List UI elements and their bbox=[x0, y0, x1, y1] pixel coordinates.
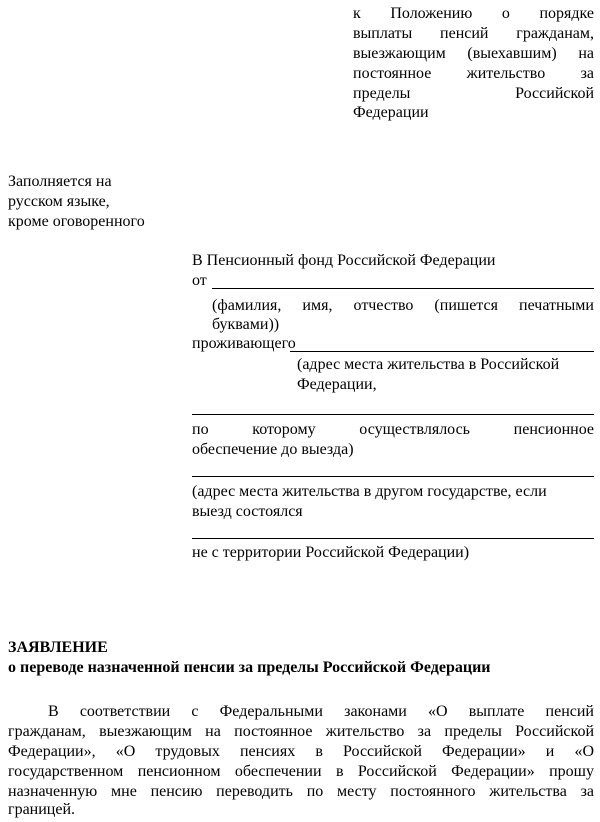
statement-body-line: гражданам, выезжающим на постоянное жительство за пределы Российской bbox=[8, 723, 594, 740]
residing-field-line[interactable] bbox=[290, 351, 594, 352]
header-line: к Положению о порядке bbox=[353, 5, 594, 22]
from-label: от bbox=[192, 272, 207, 289]
note-line: русском языке, bbox=[8, 193, 110, 210]
addressee-to: В Пенсионный фонд Российской Федерации bbox=[192, 252, 496, 269]
abroad-hint: (адрес места жительства в другом государстве, если bbox=[192, 483, 547, 500]
pension-hint: обеспечение до выезда) bbox=[192, 441, 354, 458]
statement-body-line: назначенную мне пенсию переводить по месту постоянного жительства за bbox=[8, 783, 594, 800]
note-line: кроме оговоренного bbox=[8, 213, 145, 230]
note-line: Заполняется на bbox=[8, 173, 112, 190]
abroad-hint: не с территории Российской Федерации) bbox=[192, 544, 470, 561]
header-line: Федерации bbox=[353, 104, 429, 121]
header-line: выплаты пенсий гражданам, bbox=[353, 25, 594, 42]
statement-body-line: государственном пенсионном обеспечении в Российской Федерации» прошу bbox=[8, 763, 594, 780]
from-field-line[interactable] bbox=[212, 288, 594, 289]
statement-subtitle: о переводе назначенной пенсии за пределы Российской Федерации bbox=[8, 659, 491, 676]
abroad-hint: выезд состоялся bbox=[192, 503, 303, 520]
statement-body-line: границей. bbox=[8, 801, 76, 818]
statement-title: ЗАЯВЛЕНИЕ bbox=[8, 639, 108, 656]
statement-body-line: Федерации», «О трудовых пенсиях в Российской Федерации» и «О bbox=[8, 743, 594, 760]
abroad-field-line-2[interactable] bbox=[192, 538, 594, 539]
address-field-line[interactable] bbox=[192, 414, 594, 415]
header-line: постоянное жительство за bbox=[353, 65, 594, 82]
header-line: выезжающим (выехавшим) на bbox=[353, 45, 594, 62]
header-line: пределы Российской bbox=[353, 85, 594, 102]
address-hint: (адрес места жительства в Российской bbox=[297, 356, 560, 373]
address-hint: Федерации, bbox=[297, 376, 377, 393]
abroad-field-line[interactable] bbox=[192, 476, 594, 477]
statement-body-line: В соответствии с Федеральными законами «О выплате пенсий bbox=[48, 703, 594, 720]
name-hint: (фамилия, имя, отчество (пишется печатными bbox=[212, 297, 594, 314]
residing-label: проживающего bbox=[192, 335, 296, 352]
name-hint: буквами)) bbox=[212, 316, 280, 333]
pension-hint: по которому осуществлялось пенсионное bbox=[192, 421, 594, 438]
